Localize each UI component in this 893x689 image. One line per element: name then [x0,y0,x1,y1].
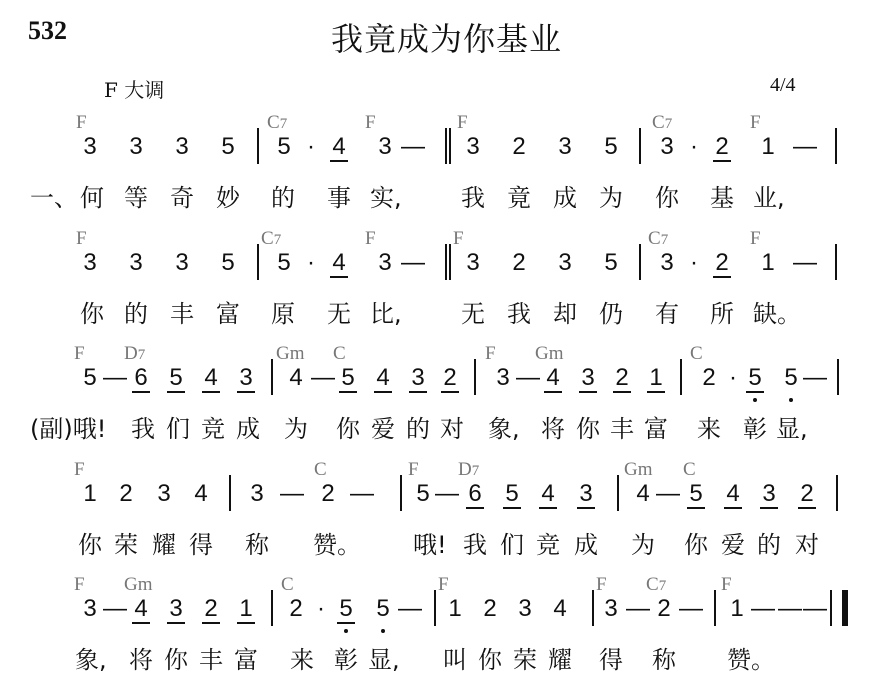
hymn-title: 我竟成为你基业 [330,20,562,58]
chord-symbol: F [76,112,87,133]
note: 5 [221,133,235,160]
lyric-syllable: 所 [710,300,734,328]
lyric-syllable: 你 [576,415,600,443]
chord-symbol: F [438,574,449,595]
note: 5 [684,480,708,508]
chord-symbol: D7 [124,343,146,364]
lyric-syllable: 叫 [443,646,467,674]
eighth-underline [330,276,348,278]
eighth-underline [237,391,255,393]
barline [257,128,259,164]
lyric-syllable: 竟 [507,184,531,212]
chord-symbol: Gm [535,343,564,364]
note: 3 [466,249,480,276]
chord-symbol: Gm [276,343,305,364]
lyric-syllable: 事 [327,184,351,212]
lyric-syllable: 一、 [30,184,78,212]
lyric-syllable: 们 [166,415,190,443]
lower-octave-dot [344,629,348,633]
sustain-dash: — [103,595,127,622]
note: 1 [83,480,97,507]
chord-symbol: Gm [124,574,153,595]
lyric-syllable: 赞。 [313,531,361,559]
lower-octave-dot [753,398,757,402]
eighth-underline [647,391,665,393]
lyric-syllable: 无 [327,300,351,328]
sustain-dash: — [656,480,680,507]
note: 3 [250,480,264,507]
note: 3 [406,364,430,392]
note: 5 [221,249,235,276]
barline [434,590,436,626]
note: 3 [558,133,572,160]
note: 4 [721,480,745,508]
lyric-syllable: 成 [574,531,598,559]
note: 3 [157,480,171,507]
lyric-syllable: 富 [644,415,668,443]
eighth-underline [798,507,816,509]
chord-symbol: C7 [267,112,288,133]
dot-extension: · [690,249,698,276]
lyric-syllable: 荣 [114,531,138,559]
lyric-syllable: 有 [655,300,679,328]
sustain-dash: — [516,364,540,391]
lyric-syllable: 竞 [201,415,225,443]
final-barline [842,590,848,626]
note: 2 [610,364,634,392]
note: 4 [194,480,208,507]
note: 4 [289,364,303,391]
note: 3 [466,133,480,160]
barline [445,244,447,280]
note: 1 [234,595,258,623]
lyric-syllable: 业, [753,184,785,212]
eighth-underline [409,391,427,393]
barline [271,590,273,626]
barline [449,244,451,280]
note: 1 [644,364,668,392]
lyric-syllable: 无 [461,300,485,328]
barline [680,359,682,395]
lyric-syllable: 的 [406,415,430,443]
chord-symbol: C [333,343,346,364]
chord-symbol: F [453,228,464,249]
barline [835,244,837,280]
note: 5 [277,249,291,276]
chord-symbol: D7 [458,459,480,480]
eighth-underline [202,622,220,624]
dot-extension: · [729,364,737,391]
note: 2 [702,364,716,391]
note: 3 [83,595,97,622]
barline [617,475,619,511]
lyric-syllable: 成 [553,184,577,212]
lyric-syllable: 显, [368,646,400,674]
note: 4 [327,249,351,277]
sustain-dash: — [778,595,802,622]
chord-symbol: F [457,112,468,133]
lyric-syllable: 称 [245,531,269,559]
eighth-underline [713,276,731,278]
lyric-syllable: 称 [652,646,676,674]
lyric-syllable: 将 [129,646,153,674]
eighth-underline [337,622,355,624]
lyric-syllable: 丰 [610,415,634,443]
sustain-dash: — [350,480,374,507]
note: 4 [327,133,351,161]
eighth-underline [713,160,731,162]
note: 2 [512,133,526,160]
note: 5 [334,595,358,623]
lyric-syllable: 为 [284,415,308,443]
note: 4 [541,364,565,392]
chord-symbol: C7 [652,112,673,133]
note: 2 [321,480,335,507]
chord-symbol: C [281,574,294,595]
chord-symbol: F [76,228,87,249]
barline [400,475,402,511]
barline [474,359,476,395]
lyric-syllable: 丰 [199,646,223,674]
note: 3 [604,595,618,622]
note: 3 [175,133,189,160]
lyric-syllable: (副)哦! [30,415,107,443]
note: 3 [378,133,392,160]
lyric-syllable: 象, [488,415,520,443]
eighth-underline [613,391,631,393]
lyric-syllable: 富 [216,300,240,328]
hymn-number: 532 [28,16,67,45]
note: 2 [289,595,303,622]
note: 5 [416,480,430,507]
chord-symbol: F [74,574,85,595]
key-signature: F 大调 [104,78,165,102]
lyric-syllable: 奇 [170,184,194,212]
barline [257,244,259,280]
chord-symbol: F [365,228,376,249]
note: 4 [553,595,567,622]
time-signature: 4/4 [770,74,796,96]
note: 3 [558,249,572,276]
chord-symbol: F [74,459,85,480]
eighth-underline [339,391,357,393]
lyric-syllable: 荣 [513,646,537,674]
lyric-syllable: 来 [290,646,314,674]
lyric-syllable: 来 [697,415,721,443]
sustain-dash: — [679,595,703,622]
note: 1 [761,249,775,276]
sustain-dash: — [311,364,335,391]
dot-extension: · [690,133,698,160]
note: 3 [576,364,600,392]
note: 3 [660,249,674,276]
note: 4 [199,364,223,392]
note: 2 [795,480,819,508]
barline [229,475,231,511]
note: 5 [336,364,360,392]
note: 2 [483,595,497,622]
lyric-syllable: 彰 [743,415,767,443]
lyric-syllable: 我 [463,531,487,559]
note: 2 [710,249,734,277]
lyric-syllable: 基 [710,184,734,212]
chord-symbol: C7 [648,228,669,249]
note: 3 [129,133,143,160]
lyric-syllable: 的 [757,531,781,559]
lyric-syllable: 比, [370,300,402,328]
lyric-syllable: 赞。 [727,646,775,674]
chord-symbol: F [408,459,419,480]
note: 4 [636,480,650,507]
barline [639,128,641,164]
eighth-underline [760,507,778,509]
eighth-underline [466,507,484,509]
sustain-dash: — [803,364,827,391]
barline [714,590,716,626]
note: 5 [779,364,803,392]
note: 1 [761,133,775,160]
barline [836,475,838,511]
sustain-dash: — [401,133,425,160]
eighth-underline [167,622,185,624]
lyric-syllable: 何 [80,184,104,212]
note: 2 [710,133,734,161]
lyric-syllable: 象, [75,646,107,674]
note: 3 [574,480,598,508]
lyric-syllable: 耀 [152,531,176,559]
note: 3 [164,595,188,623]
lower-octave-dot [381,629,385,633]
eighth-underline [539,507,557,509]
barline [592,590,594,626]
lyric-syllable: 显, [776,415,808,443]
eighth-underline [132,622,150,624]
barline [837,359,839,395]
note: 3 [175,249,189,276]
sustain-dash: — [103,364,127,391]
lyric-syllable: 实, [370,184,402,212]
eighth-underline [167,391,185,393]
barline [445,128,447,164]
chord-symbol: F [596,574,607,595]
eighth-underline [330,160,348,162]
note: 5 [500,480,524,508]
chord-symbol: F [365,112,376,133]
lyric-syllable: 爱 [721,531,745,559]
lyric-syllable: 对 [795,531,819,559]
lyric-syllable: 你 [78,531,102,559]
note: 2 [199,595,223,623]
note: 3 [660,133,674,160]
eighth-underline [577,507,595,509]
sustain-dash: — [793,249,817,276]
note: 3 [757,480,781,508]
lyric-syllable: 你 [336,415,360,443]
lyric-syllable: 的 [271,184,295,212]
note: 3 [129,249,143,276]
note: 3 [378,249,392,276]
note: 5 [277,133,291,160]
lyric-syllable: 我 [507,300,531,328]
lyric-syllable: 为 [599,184,623,212]
lyric-syllable: 耀 [548,646,572,674]
chord-symbol: C [314,459,327,480]
note: 2 [512,249,526,276]
chord-symbol: F [750,112,761,133]
note: 3 [83,133,97,160]
sustain-dash: — [803,595,827,622]
lyric-syllable: 得 [189,531,213,559]
note: 4 [536,480,560,508]
dot-extension: · [307,249,315,276]
barline [835,128,837,164]
sustain-dash: — [398,595,422,622]
eighth-underline [724,507,742,509]
lyric-syllable: 缺。 [753,300,801,328]
note: 5 [604,133,618,160]
note: 6 [129,364,153,392]
lyric-syllable: 们 [500,531,524,559]
lyric-syllable: 我 [131,415,155,443]
lyric-syllable: 爱 [371,415,395,443]
note: 4 [129,595,153,623]
eighth-underline [374,391,392,393]
chord-symbol: F [750,228,761,249]
note: 5 [743,364,767,392]
note: 3 [496,364,510,391]
eighth-underline [579,391,597,393]
chord-symbol: C7 [646,574,667,595]
eighth-underline [746,391,764,393]
eighth-underline [132,391,150,393]
note: 3 [518,595,532,622]
lyric-syllable: 你 [655,184,679,212]
lyric-syllable: 却 [553,300,577,328]
lyric-syllable: 仍 [599,300,623,328]
lyric-syllable: 你 [684,531,708,559]
barline [449,128,451,164]
note: 5 [83,364,97,391]
chord-symbol: F [74,343,85,364]
eighth-underline [544,391,562,393]
sustain-dash: — [280,480,304,507]
note: 5 [371,595,395,623]
lyric-syllable: 原 [271,300,295,328]
eighth-underline [441,391,459,393]
sustain-dash: — [793,133,817,160]
chord-symbol: C [683,459,696,480]
sustain-dash: — [751,595,775,622]
lyric-syllable: 你 [80,300,104,328]
chord-symbol: C7 [261,228,282,249]
lyric-syllable: 的 [124,300,148,328]
chord-symbol: F [721,574,732,595]
lyric-syllable: 将 [541,415,565,443]
eighth-underline [237,622,255,624]
lyric-syllable: 我 [461,184,485,212]
note: 2 [657,595,671,622]
lyric-syllable: 竞 [536,531,560,559]
lyric-syllable: 妙 [216,184,240,212]
sustain-dash: — [626,595,650,622]
lyric-syllable: 等 [124,184,148,212]
note: 4 [371,364,395,392]
lyric-syllable: 富 [234,646,258,674]
lyric-syllable: 丰 [170,300,194,328]
dot-extension: · [307,133,315,160]
barline [830,590,832,626]
lyric-syllable: 对 [440,415,464,443]
note: 5 [164,364,188,392]
lyric-syllable: 哦! [413,531,447,559]
eighth-underline [202,391,220,393]
lyric-syllable: 成 [236,415,260,443]
lyric-syllable: 为 [631,531,655,559]
dot-extension: · [317,595,325,622]
chord-symbol: F [485,343,496,364]
lyric-syllable: 得 [599,646,623,674]
note: 6 [463,480,487,508]
eighth-underline [687,507,705,509]
note: 1 [448,595,462,622]
lyric-syllable: 彰 [334,646,358,674]
note: 3 [234,364,258,392]
note: 1 [730,595,744,622]
note: 3 [83,249,97,276]
eighth-underline [503,507,521,509]
barline [639,244,641,280]
lyric-syllable: 你 [164,646,188,674]
note: 2 [438,364,462,392]
chord-symbol: Gm [624,459,653,480]
chord-symbol: C [690,343,703,364]
sustain-dash: — [435,480,459,507]
note: 2 [119,480,133,507]
lower-octave-dot [789,398,793,402]
barline [271,359,273,395]
sustain-dash: — [401,249,425,276]
note: 5 [604,249,618,276]
lyric-syllable: 你 [478,646,502,674]
